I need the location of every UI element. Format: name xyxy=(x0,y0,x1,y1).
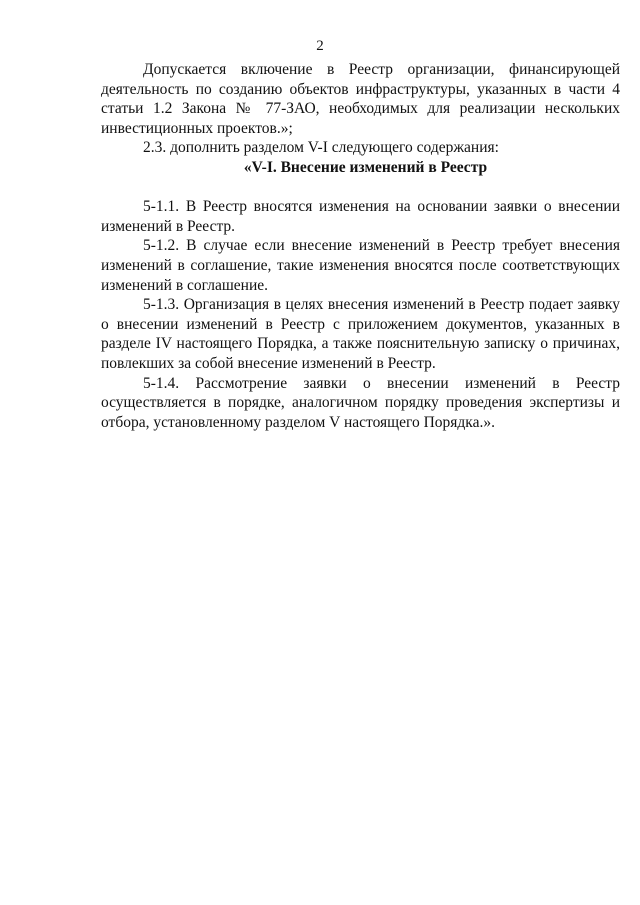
page-number: 2 xyxy=(316,38,324,54)
section-heading: «V-I. Внесение изменений в Реестр xyxy=(243,158,488,176)
paragraph-5-1-3: 5-1.3. Организация в целях внесения изменений в Реестр подает заявку о внесении изменений в Реестр с приложением документов, указанных в разделе IV настоящего Порядка, а также пояснительную записку о причинах, повлекших за собой внесение изменений в Реестр. xyxy=(101,296,620,372)
paragraph-5-1-4: 5-1.4. Рассмотрение заявки о внесении изменений в Реестр осуществляется в порядке, аналогичном порядку проведения экспертизы и отбора, установленному разделом V настоящего Порядка.». xyxy=(101,374,620,431)
paragraph-5-1-2: 5-1.2. В случае если внесение изменений в Реестр требует внесения изменений в соглашение, такие изменения вносятся после соответствующих изменений в соглашение. xyxy=(101,237,620,294)
paragraph-5-1-1: 5-1.1. В Реестр вносятся изменения на основании заявки о внесении изменений в Реестр. xyxy=(101,198,620,235)
paragraph-registry-inclusion: Допускается включение в Реестр организации, финансирующей деятельность по созданию объектов инфраструктуры, указанных в части 4 статьи 1.2 Закона № 77-ЗАО, необходимых для реализации нескольких инвестиционных проектов.»; xyxy=(101,61,620,137)
document-body xyxy=(101,60,620,432)
paragraph-item-2-3: 2.3. дополнить разделом V-I следующего содержания: xyxy=(143,139,499,157)
